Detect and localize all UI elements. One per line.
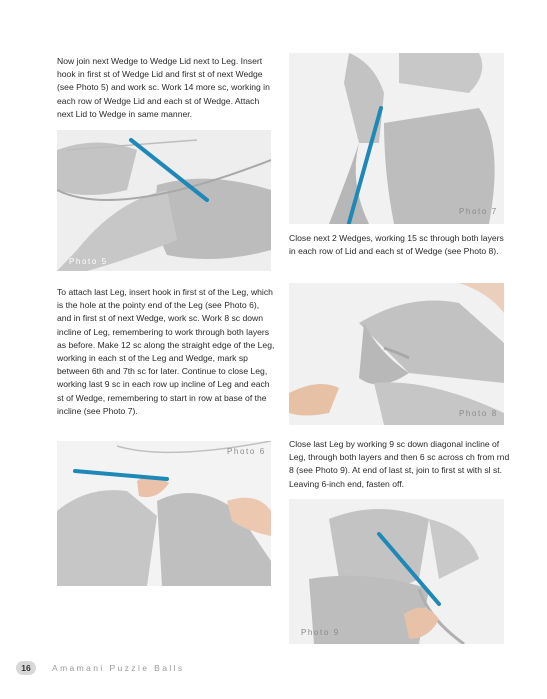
photo-9-caption: Photo 9 (301, 628, 340, 637)
photo-6-image (57, 441, 271, 586)
instruction-block-3 (289, 232, 509, 258)
photo-9 (289, 499, 504, 644)
instruction-block-1 (57, 55, 272, 121)
instruction-block-4 (289, 438, 511, 491)
photo-7-caption: Photo 7 (459, 207, 498, 216)
instruction-text: To attach last Leg, insert hook in first st of the Leg, which is the hole at the pointy end of the Leg (see Photo 6), and in first st of next Wedge, work sc. Work 8 sc down incline of Leg, remembering to work through both layers as before. Make 12 sc along the straight edge of the Leg, working in each st of the Leg and Wedge, mark sp between 6th and 7th sc for later. Continue to close Leg, working last 9 sc in each row up incline of Leg and each st of Wedge, remembering to start in row at base of the incline (see Photo 7). (57, 287, 275, 416)
instruction-text: Close next 2 Wedges, working 15 sc through both layers in each row of Lid and each st of Wedge (see Photo 8). (289, 233, 504, 257)
book-title: Amamani Puzzle Balls (52, 663, 185, 673)
photo-7-image (289, 53, 504, 224)
photo-8 (289, 283, 504, 425)
photo-5-caption: Photo 5 (69, 257, 108, 266)
photo-8-image (289, 283, 504, 425)
photo-5-image (57, 130, 271, 271)
instruction-block-2 (57, 286, 275, 418)
photo-9-image (289, 499, 504, 644)
instruction-text: Close last Leg by working 9 sc down diagonal incline of Leg, through both layers and then 6 sc across ch from rnd 8 (see Photo 9). At end of last st, join to first st with sl st. Leaving 6-inch end, fasten off. (289, 439, 510, 489)
photo-7 (289, 53, 504, 224)
photo-6 (57, 441, 271, 586)
photo-5 (57, 130, 271, 271)
instruction-text: Now join next Wedge to Wedge Lid next to Leg. Insert hook in first st of Wedge Lid and first st of next Wedge (see Photo 5) and work sc. Work 14 more sc, working in each row of Wedge Lid and each st of Wedge. Attach next Lid to Wedge in same manner. (57, 56, 270, 119)
page-number: 16 (16, 661, 36, 675)
photo-8-caption: Photo 8 (459, 409, 498, 418)
photo-6-caption: Photo 6 (227, 447, 266, 456)
